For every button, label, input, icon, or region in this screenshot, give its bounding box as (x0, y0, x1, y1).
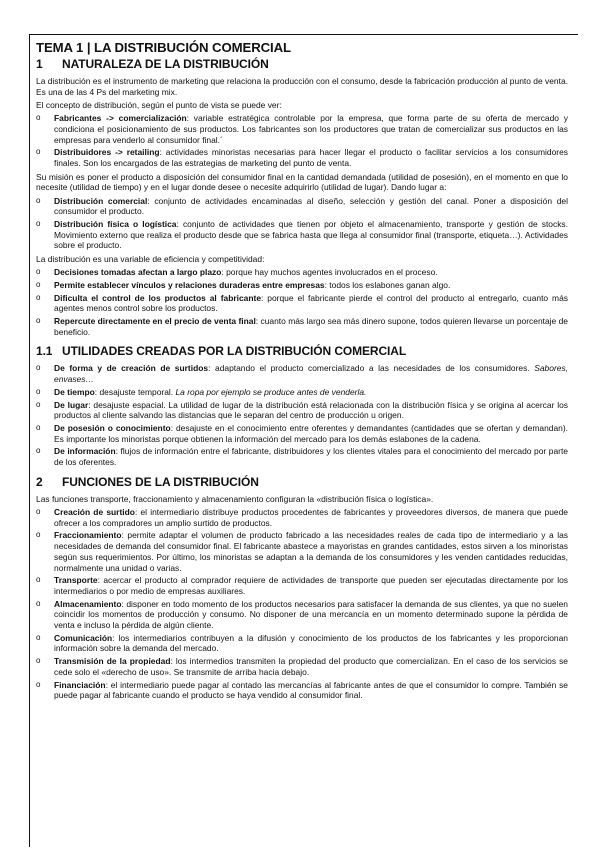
bullet-icon: o (36, 147, 41, 157)
definition: : adaptando el producto comercializado a las necesidades de los consumidores. (208, 363, 535, 374)
list-item (36, 113, 568, 145)
bullet-icon: o (36, 656, 41, 666)
section-number: 1.1 (36, 344, 53, 359)
bullet-icon: o (36, 632, 41, 642)
definition: : acercar el producto al comprador requiere de actividades de transporte que pueden ser ejecutadas directamente por los intermediarios o por medio de empresas auxiliares. (54, 575, 568, 596)
definition: : los intermediarios contribuyen a la difusión y conocimiento de los productos de los fabricantes y les proporcionan información sobre la demanda del mercado. (54, 632, 568, 654)
section-number: 1 (36, 57, 43, 71)
bullet-icon: o (36, 218, 41, 228)
section-heading-2 (36, 475, 568, 489)
list-item (36, 446, 568, 467)
document-body (36, 40, 568, 704)
definition: : desajuste espacial. La utilidad de lugar de la distribución está relacionada con la distribución física y se origina al acercar los productos al cliente salvando las distancias que le separan del centro de producción u origen. (54, 399, 568, 421)
definition: : flujos de información entre el fabricante, distribuidores y los clientes vitales para el conocimiento del mercado por parte de los oferentes. (54, 446, 569, 468)
list-item (36, 507, 568, 528)
term: Fabricantes -> comercialización (54, 113, 187, 124)
bullet-icon: o (36, 446, 41, 456)
bullet-icon: o (36, 399, 41, 409)
bullet-icon: o (36, 679, 41, 689)
bullet-list (36, 507, 568, 701)
definition: : todos los eslabones ganan algo. (324, 279, 451, 290)
term: Financiación (54, 679, 106, 690)
list-item (36, 280, 568, 291)
list-item (36, 196, 568, 217)
bullet-icon: o (36, 598, 41, 608)
list-item (36, 656, 568, 677)
term: De tiempo (54, 386, 95, 397)
bullet-list (36, 363, 568, 467)
list-item (36, 633, 568, 654)
bullet-icon: o (36, 195, 41, 205)
definition: : cuanto más largo sea más dinero supone, todos quieren llevarse un porcentaje de beneficio. (54, 316, 568, 337)
list-item (36, 387, 568, 398)
bullet-list (36, 196, 568, 252)
list-item (36, 530, 568, 573)
term: Distribuidores -> retailing (54, 147, 160, 158)
bullet-icon: o (36, 530, 41, 540)
paragraph: La distribución es una variable de eficiencia y competitividad: (36, 254, 265, 265)
bullet-icon: o (36, 422, 41, 432)
definition: : porque el fabricante pierde el control del producto al entregarlo, cuanto más agentes menos control sobre los productos. (54, 292, 568, 314)
term: De forma y de creación de surtidos (54, 363, 209, 374)
term: Distribución física o logística (54, 218, 177, 229)
bullet-icon: o (36, 292, 41, 302)
definition: : permite adaptar el volumen de producto fabricado a las necesidades reales de cada tipo de intermediario y a las necesidades de demanda del consumidor final. El fabricante abastece a mayoristas en grandes cantidades, estos sirven a los minoristas según sus requerimientos. Por último, los minoristas se adaptan a la demanda de los consumidores y les venden cantidades reducidas, normalmente una unidad o varias. (54, 530, 568, 573)
definition: : el intermediario puede pagar al contado las mercancías al fabricante antes de que el consumidor lo compre. También se puede pagar al fabricante cuando el producto se haya vendido al consumidor final. (54, 679, 568, 701)
document-title: TEMA 1 | LA DISTRIBUCIÓN COMERCIAL (36, 40, 291, 55)
term: De lugar (54, 399, 89, 410)
list-item (36, 267, 568, 278)
bullet-list (36, 267, 568, 337)
example: La ropa por ejemplo se produce antes de venderla. (175, 386, 367, 397)
section-title: NATURALEZA DE LA DISTRIBUCIÓN (62, 57, 269, 71)
list-item (36, 219, 568, 251)
example: Sabores, envases… (54, 363, 569, 385)
definition: : los intermedios transmiten la propiedad del producto que comercializan. En el caso de los servicios se cede solo el «derecho de uso». Se transmite de arriba hacia debajo. (54, 656, 568, 677)
definition: : variable estratégica controlable por la empresa, que forma parte de su oferta de mercado y condiciona el posicionamiento de sus productos. Los fabricantes son los productores que tratan de comercializar sus productos en las empresas para venderlo al consumidor final.´ (54, 113, 568, 145)
bullet-list (36, 113, 568, 169)
definition: : disponer en todo momento de los productos necesarios para satisfacer la demanda de sus clientes, ya que no suelen coincidir los momentos de producción y consumo. No disponer de una mercancía en un momento determinado supone la pérdida de venta e incluso la pérdida de algún cliente. (54, 598, 568, 631)
term: De información (54, 446, 116, 457)
bullet-icon: o (36, 316, 41, 326)
list-item (36, 400, 568, 421)
term: Creación de surtido (54, 507, 135, 517)
paragraph: La distribución es el instrumento de marketing que relaciona la producción con el consumo, desde la fabricación producción al punto de venta. Es una de las 4 Ps del marketing mix. (36, 76, 568, 97)
definition: : el intermediario distribuye productos procedentes de fabricantes y proveedores diversos, de manera que puede ofrecer a los compradores un amplio surtido de productos. (54, 507, 569, 528)
bullet-icon: o (36, 363, 41, 373)
section-heading-1 (36, 57, 568, 71)
list-item (36, 423, 568, 444)
definition: : desajuste en el conocimiento entre oferentes y demandantes (cantidades que se ofertan y demandan). Es importante los minoristas porque obtienen la información del mercado para los demás eslabones de la cadena. (54, 422, 569, 444)
bullet-icon: o (36, 279, 41, 289)
term: Permite establecer vínculos y relaciones duraderas entre empresas (54, 279, 325, 290)
term: Decisiones tomadas afectan a largo plazo (54, 267, 222, 278)
list-item (36, 363, 568, 384)
paragraph: El concepto de distribución, según el punto de vista se puede ver: (36, 99, 282, 110)
section-title: UTILIDADES CREADAS POR LA DISTRIBUCIÓN COMERCIAL (62, 344, 407, 359)
term: Transporte (54, 575, 98, 586)
term: Repercute directamente en el precio de venta final (54, 316, 256, 327)
bullet-icon: o (36, 267, 41, 277)
definition: : conjunto de actividades que tienen por objeto el almacenamiento, transporte y gestión de stocks. Movimiento externo que realiza el producto desde que se fabrica hasta que llega al consumidor final (transporte, etiqueta…). Actividades sobre el producto. (54, 218, 568, 251)
paragraph: Las funciones transporte, fraccionamiento y almacenamiento configuran la «distribución física o logística». (36, 493, 434, 504)
list-item (36, 575, 568, 596)
list-item (36, 599, 568, 631)
definition: : porque hay muchos agentes involucrados en el proceso. (221, 267, 438, 278)
list-item (36, 147, 568, 168)
definition: : actividades minoristas necesarias para hacer llegar el producto o facilitar servicios a los consumidores finales. Son los encargados de las estrategias de marketing del punto de venta. (54, 147, 568, 168)
section-heading-1-1 (36, 344, 568, 358)
term: De posesión o conocimiento (54, 422, 171, 433)
section-number: 2 (36, 474, 43, 489)
section-title: FUNCIONES DE LA DISTRIBUCIÓN (62, 474, 259, 489)
list-item (36, 293, 568, 314)
list-item (36, 680, 568, 701)
paragraph: Su misión es poner el producto a disposición del consumidor final en la cantidad demandada (utilidad de posesión), en el momento en que lo necesite (utilidad de tiempo) y en el lugar donde desee o necesite adquirirlo (utilidad de lugar). Dando lugar a: (36, 171, 568, 193)
list-item (36, 316, 568, 337)
bullet-icon: o (36, 386, 41, 396)
bullet-icon: o (36, 113, 41, 123)
definition: : desajuste temporal. (94, 386, 176, 397)
term: Comunicación (54, 632, 113, 643)
term: Fraccionamiento (54, 530, 122, 541)
term: Transmisión de la propiedad (54, 656, 171, 667)
term: Almacenamiento (54, 598, 122, 609)
term: Distribución comercial (54, 195, 148, 206)
term: Dificulta el control de los productos al fabricante (54, 292, 262, 303)
bullet-icon: o (36, 575, 41, 585)
bullet-icon: o (36, 507, 41, 516)
definition: : conjunto de actividades encaminadas al diseño, selección y gestión del canal. Poner a disposición del consumidor el producto. (54, 195, 568, 217)
